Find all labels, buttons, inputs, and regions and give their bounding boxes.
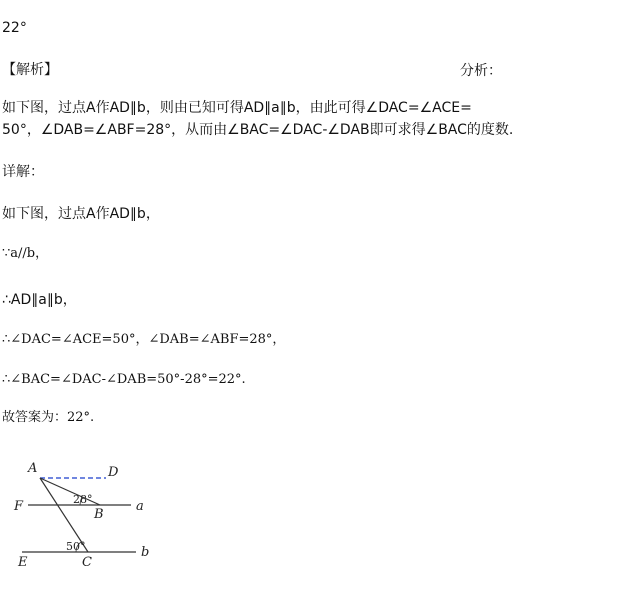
angle-label-50: 50° — [66, 540, 86, 553]
label-D: D — [108, 465, 119, 480]
analysis-line-2: 50°，∠DAB=∠ABF=28°，从而由∠BAC=∠DAC-∠DAB即可求得∠BAC的度数. — [2, 122, 514, 138]
analysis-subheader: 分析： — [460, 63, 502, 79]
label-A: A — [28, 461, 38, 476]
detail-step-1: 如下图，过点A作AD∥b， — [2, 206, 160, 222]
angle-label-28: 28° — [73, 493, 93, 506]
detail-step-2: ∵a//b， — [2, 246, 49, 261]
geometry-figure — [8, 458, 178, 578]
label-b: b — [141, 545, 150, 560]
label-F: F — [14, 499, 24, 514]
detail-step-5: ∴∠BAC=∠DAC-∠DAB=50°-28°=22°. — [2, 372, 246, 387]
answer-value: 22° — [2, 20, 27, 36]
label-a: a — [136, 499, 144, 514]
detail-step-3: ∴AD∥a∥b， — [2, 292, 77, 308]
detail-heading: 详解： — [2, 164, 44, 180]
detail-step-4: ∴∠DAC=∠ACE=50°，∠DAB=∠ABF=28°， — [2, 332, 286, 347]
label-B: B — [94, 507, 104, 522]
analysis-line-1: 如下图，过点A作AD∥b，则由已知可得AD∥a∥b，由此可得∠DAC=∠ACE= — [2, 100, 472, 116]
analysis-header: 【解析】 — [2, 62, 58, 78]
label-C: C — [82, 555, 92, 570]
label-E: E — [18, 555, 28, 570]
detail-step-6: 故答案为：22°. — [2, 410, 95, 425]
